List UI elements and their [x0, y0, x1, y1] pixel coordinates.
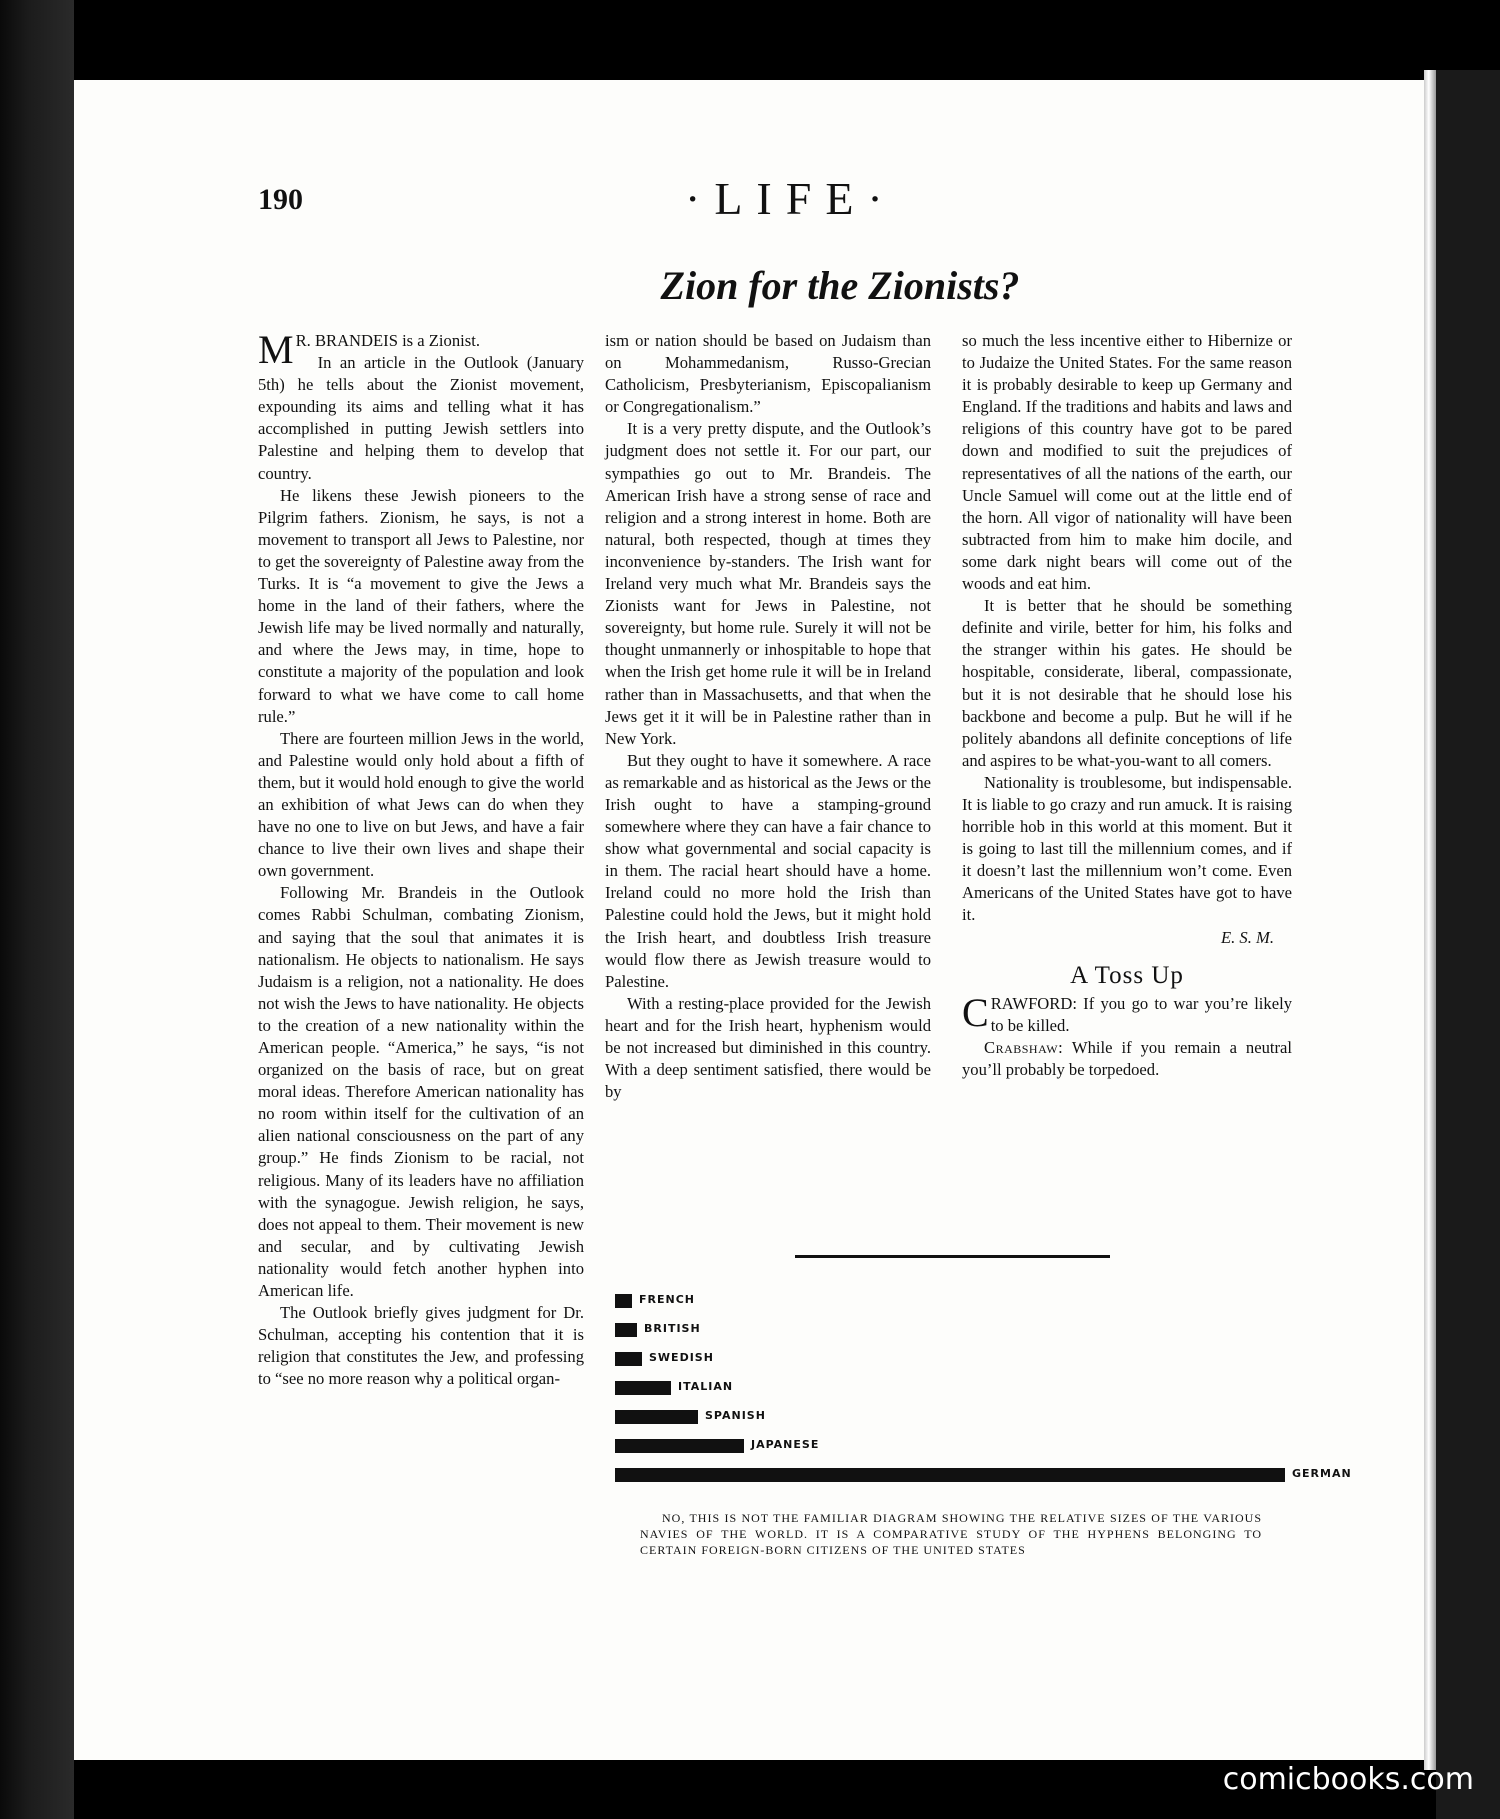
- chart-bar: [615, 1468, 1285, 1482]
- dialogue-text: If you go to war you’re likely to be killed.: [990, 993, 1292, 1035]
- paragraph: ism or nation should be based on Judaism than on Mohammedanism, Russo-Grecian Catholicism, Presbyterianism, Episcopalianism or Congregationalism.”: [605, 331, 931, 417]
- chart-bar: [615, 1381, 671, 1395]
- dialogue-text: While if you remain a neutral you’ll probably be torpedoed.: [962, 1037, 1292, 1079]
- column-2: [605, 330, 931, 1103]
- watermark: comicbooks.com: [1222, 1762, 1474, 1797]
- paragraph: so much the less incentive either to Hibernize or to Judaize the United States. For the same reason it is probably desirable to keep up Germany and England. If the traditions and habits and laws and religions of this country have got to be pared down and modified to suit the prejudices of representatives of all the nations of the earth, our Uncle Samuel will come out at the little end of the horn. All vigor of nationality will have been subtracted from him to make him docile, and some dark night bears will come out of the woods and eat him.: [962, 331, 1292, 594]
- chart-bar-row: [615, 1406, 788, 1432]
- paragraph: Nationality is troublesome, but indispensable. It is liable to go crazy and run amuck. It is raising horrible hob in this world at this moment. But it is going to last till the millennium comes, and if it doesn’t last the millennium won’t come. Even Americans of the United States have got to have it.: [962, 772, 1292, 925]
- hyphen-chart: [600, 1290, 1400, 1490]
- author-signature: E. S. M.: [1221, 927, 1274, 947]
- chart-bar: [615, 1294, 632, 1308]
- toss-up-title: A Toss Up: [1070, 961, 1184, 989]
- chart-bar-row: [615, 1348, 732, 1374]
- chart-bar: [615, 1410, 698, 1424]
- paragraph: The Outlook briefly gives judgment for Dr. Schulman, accepting his contention that it is religion that constitutes the Jew, and professing to “see no more reason why a political organ-: [258, 1303, 584, 1389]
- chart-bar-label: JAPANESE: [751, 1438, 820, 1451]
- paragraph: In an article in the Outlook (January 5th) he tells about the Zionist movement, expounding its aims and telling what it has accomplished in putting Jewish settlers into Palestine and helping them to develop that country.: [258, 353, 584, 483]
- chart-bar-row: [615, 1319, 727, 1345]
- chart-bar-label: BRITISH: [644, 1322, 701, 1335]
- drop-cap: M: [258, 327, 294, 372]
- column-1: [258, 327, 584, 1391]
- chart-bar: [615, 1439, 744, 1453]
- chart-caption: NO, THIS IS NOT THE FAMILIAR DIAGRAM SHOWING THE RELATIVE SIZES OF THE VARIOUS NAVIES OF THE WORLD. IT IS A COMPARATIVE STUDY OF THE HYPHENS BELONGING TO CERTAIN FOREIGN-BORN CITIZENS OF THE UNITED STATES: [640, 1511, 1262, 1557]
- masthead: ·LIFE·: [685, 173, 897, 224]
- paragraph: But they ought to have it somewhere. A race as remarkable and as historical as the Jews or the Irish ought to have a stamping-ground somewhere where they can have a fair chance to show what governmental and social capacity is in them. The racial heart should have a home. Ireland could no more hold the Irish than Palestine could hold the Jews, but it might hold the Irish heart, and doubtless Irish treasure would flow there as Jewish treasure would to Palestine.: [605, 750, 931, 991]
- page-edge: [1424, 70, 1436, 1770]
- paragraph: Following Mr. Brandeis in the Outlook comes Rabbi Schulman, combating Zionism, and saying that the soul that animates it is nationalism. He objects to nationalism. He says Judaism is a religion, not a nationality. He does not wish the Jews to have nationality. He objects to the creation of a new nationality within the American people. “America,” he says, “is not organized on the basis of race, but on great moral ideas. Therefore American nationality has no room within itself for the cultivation of an alien national consciousness on the part of any group.” He finds Zionism to be racial, not religious. Many of its leaders have no affiliation with the synagogue. Jewish religion, he says, does not appeal to them. Their movement is new and secular, and by cultivating Jewish nationality would fetch another hyphen into American life.: [258, 883, 584, 1301]
- drop-cap: C: [962, 989, 989, 1035]
- chart-bar-label: FRENCH: [639, 1293, 695, 1306]
- paragraph: [258, 327, 584, 372]
- chart-bar-row: [615, 1464, 1375, 1490]
- speaker: Crabshaw:: [984, 1037, 1064, 1057]
- speaker: RAWFORD:: [990, 993, 1077, 1013]
- chart-bar-row: [615, 1435, 834, 1461]
- column-3: [962, 330, 1292, 1081]
- paragraph: It is better that he should be something definite and virile, better for him, his folks and the stranger within his gates. He should be hospitable, considerate, liberal, compassionate, but it is not desirable that he should lose his backbone and become a pulp. But he will if he politely abandons all definite conceptions of life and aspires to be what-you-want to all comers.: [962, 596, 1292, 770]
- paragraph: It is a very pretty dispute, and the Outlook’s judgment does not settle it. For our part, our sympathies go out to Mr. Brandeis. The American Irish have a strong sense of race and religion and a strong interest in home. Both are natural, both respected, though at times they inconvenience by-standers. The Irish want for Ireland very much what Mr. Brandeis says the Zionists want for Jews in Palestine, not sovereignty, but home rule. Surely it will not be thought unmannerly or inhospitable to hope that when the Irish get home rule it will be in Ireland rather than in Massachusetts, and that when the Jews get it it will be in Palestine rather than in New York.: [605, 419, 931, 748]
- dialogue-line: [962, 1037, 1292, 1081]
- paragraph: With a resting-place provided for the Jewish heart and for the Irish heart, hyphenism would be not increased but diminished in this country. With a deep sentiment satisfied, there would be by: [605, 993, 931, 1102]
- section-rule: [795, 1255, 1110, 1258]
- dialogue-line: [962, 989, 1292, 1037]
- chart-bar-row: [615, 1377, 761, 1403]
- scan-right-margin: [1436, 70, 1500, 1819]
- chart-bar-label: GERMAN: [1292, 1467, 1352, 1480]
- chart-bar-row: [615, 1290, 722, 1316]
- paragraph: He likens these Jewish pioneers to the Pilgrim fathers. Zionism, he says, is not a movement to transport all Jews to Palestine, nor to get the sovereignty of Palestine away from the Turks. It is “a movement to give the Jews a home in the land of their fathers, where the Jewish life may be lived normally and naturally, and where the Jews may, in time, hope to constitute a majority of the population and look forward to what we have come to call home rule.”: [258, 485, 584, 726]
- paragraph: There are fourteen million Jews in the world, and Palestine would only hold about a fifth of them, but it would hold enough to give the world an exhibition of what Jews can do when they have no one to live on but Jews, and have a fair chance to live their own lives and shape their own government.: [258, 728, 584, 881]
- article-title: Zion for the Zionists?: [660, 263, 1020, 308]
- chart-bar: [615, 1352, 642, 1366]
- page-number: 190: [258, 183, 303, 216]
- chart-bar-label: ITALIAN: [678, 1380, 734, 1393]
- chart-bar-label: SWEDISH: [649, 1351, 714, 1364]
- paragraph-text: R. BRANDEIS is a Zionist.: [295, 331, 480, 350]
- chart-bar-label: SPANISH: [705, 1409, 766, 1422]
- chart-bar: [615, 1323, 637, 1337]
